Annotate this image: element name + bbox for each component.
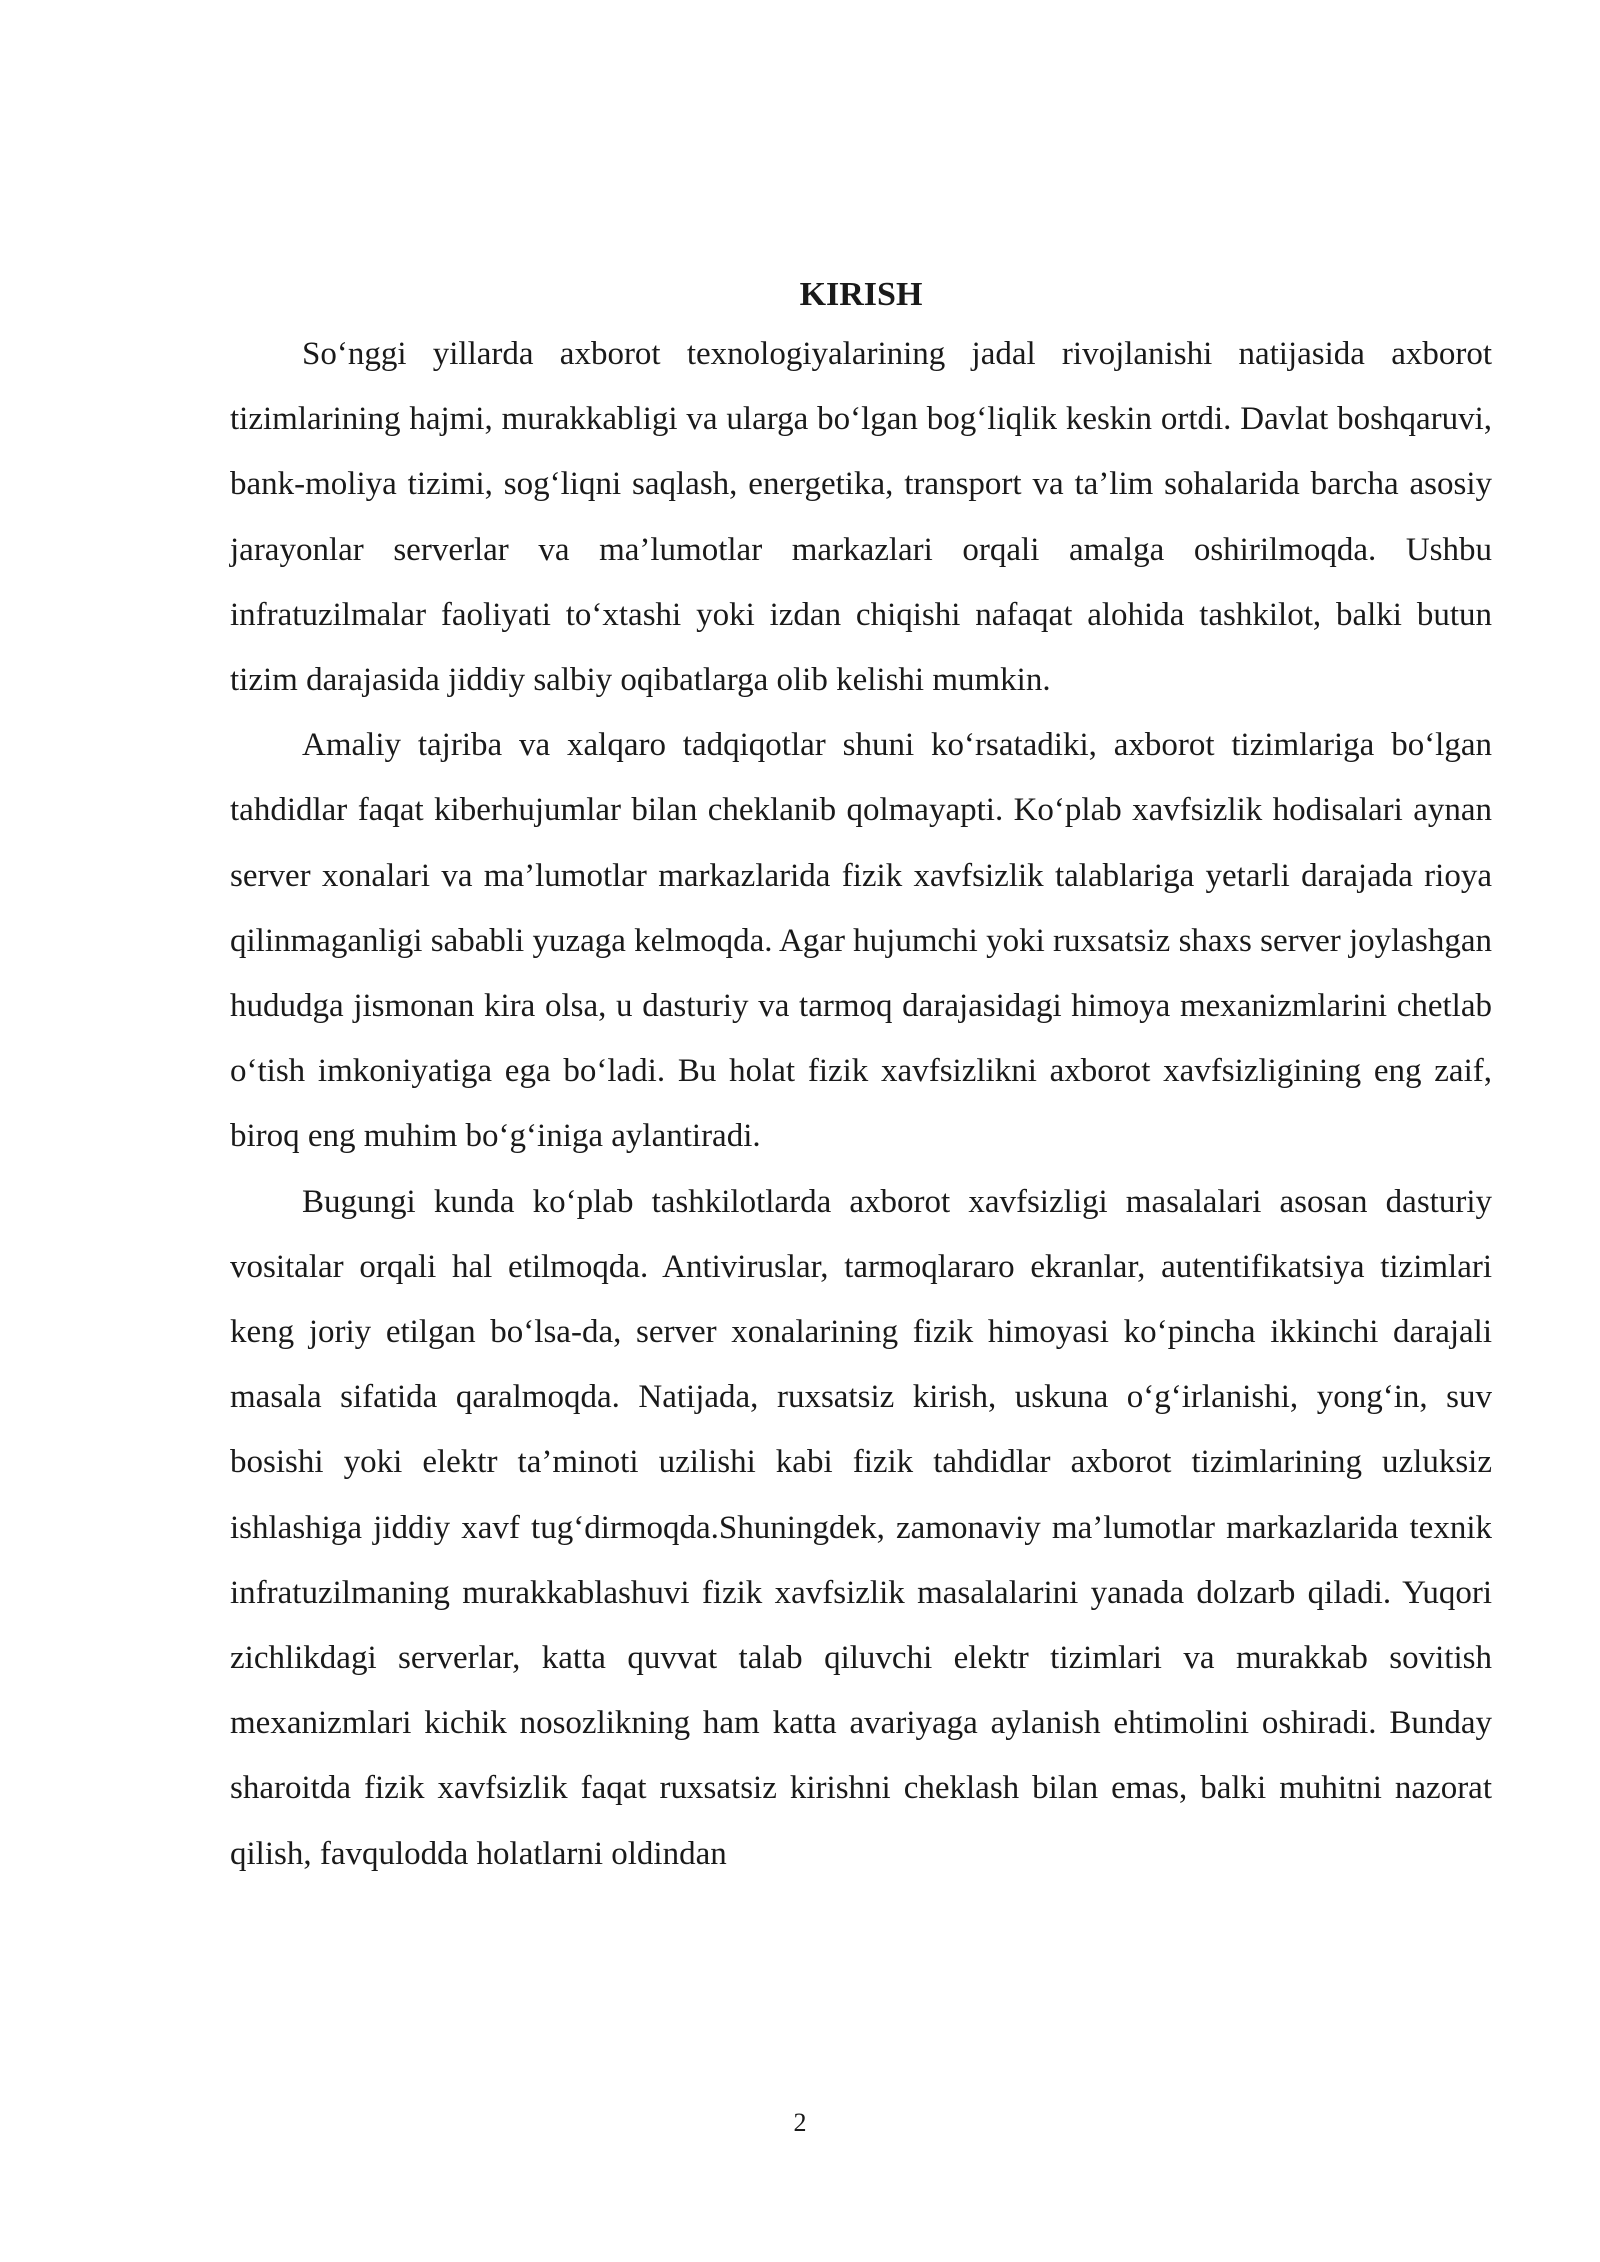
paragraph: Amaliy tajriba va xalqaro tadqiqotlar shuni ko‘rsatadiki, axborot tizimlariga bo‘lgan tahdidlar faqat kiberhujumlar bilan cheklanib qolmayapti. Ko‘plab xavfsizlik hodisalari aynan server xonalari va ma’lumotlar markazlarida fizik xavfsizlik talablariga yetarli darajada rioya qilinmaganligi sababli yuzaga kelmoqda. Agar hujumchi yoki ruxsatsiz shaxs server joylashgan hududga jismonan kira olsa, u dasturiy va tarmoq darajasidagi himoya mexanizmlarini chetlab o‘tish imkoniyatiga ega bo‘ladi. Bu holat fizik xavfsizlikni axborot xavfsizligining eng zaif, biroq eng muhim bo‘g‘iniga aylantiradi.	[230, 727, 1492, 1155]
page-number: 2	[793, 2108, 807, 2137]
paragraph: Bugungi kunda ko‘plab tashkilotlarda axborot xavfsizligi masalalari asosan dasturiy vositalar orqali hal etilmoqda. Antiviruslar, tarmoqlararo ekranlar, autentifikatsiya tizimlari keng joriy etilgan bo‘lsa-da, server xonalarining fizik himoyasi ko‘pincha ikkinchi darajali masala sifatida qaralmoqda. Natijada, ruxsatsiz kirish, uskuna o‘g‘irlanishi, yong‘in, suv bosishi yoki elektr ta’minoti uzilishi kabi fizik tahdidlar axborot tizimlarining uzluksiz ishlashiga jiddiy xavf tug‘dirmoqda.Shuningdek, zamonaviy ma’lumotlar markazlarida texnik infratuzilmaning murakkablashuvi fizik xavfsizlik masalalarini yanada dolzarb qiladi. Yuqori zichlikdagi serverlar, katta quvvat talab qiluvchi elektr tizimlari va murakkab sovitish mexanizmlari kichik nosozlikning ham katta avariyaga aylanish ehtimolini oshiradi. Bunday sharoitda fizik xavfsizlik faqat ruxsatsiz kirishni cheklash bilan emas, balki muhitni nazorat qilish, favqulodda holatlarni oldindan	[230, 1183, 1492, 1872]
page-body	[230, 268, 1492, 1887]
paragraph: So‘nggi yillarda axborot texnologiyalarining jadal rivojlanishi natijasida axborot tizimlarining hajmi, murakkabligi va ularga bo‘lgan bog‘liqlik keskin ortdi. Davlat boshqaruvi, bank-moliya tizimi, sog‘liqni saqlash, energetika, transport va ta’lim sohalarida barcha asosiy jarayonlar serverlar va ma’lumotlar markazlari orqali amalga oshirilmoqda. Ushbu infratuzilmalar faoliyati to‘xtashi yoki izdan chiqishi nafaqat alohida tashkilot, balki butun tizim darajasida jiddiy salbiy oqibatlarga olib kelishi mumkin.	[230, 336, 1492, 699]
section-heading: KIRISH	[799, 276, 923, 313]
